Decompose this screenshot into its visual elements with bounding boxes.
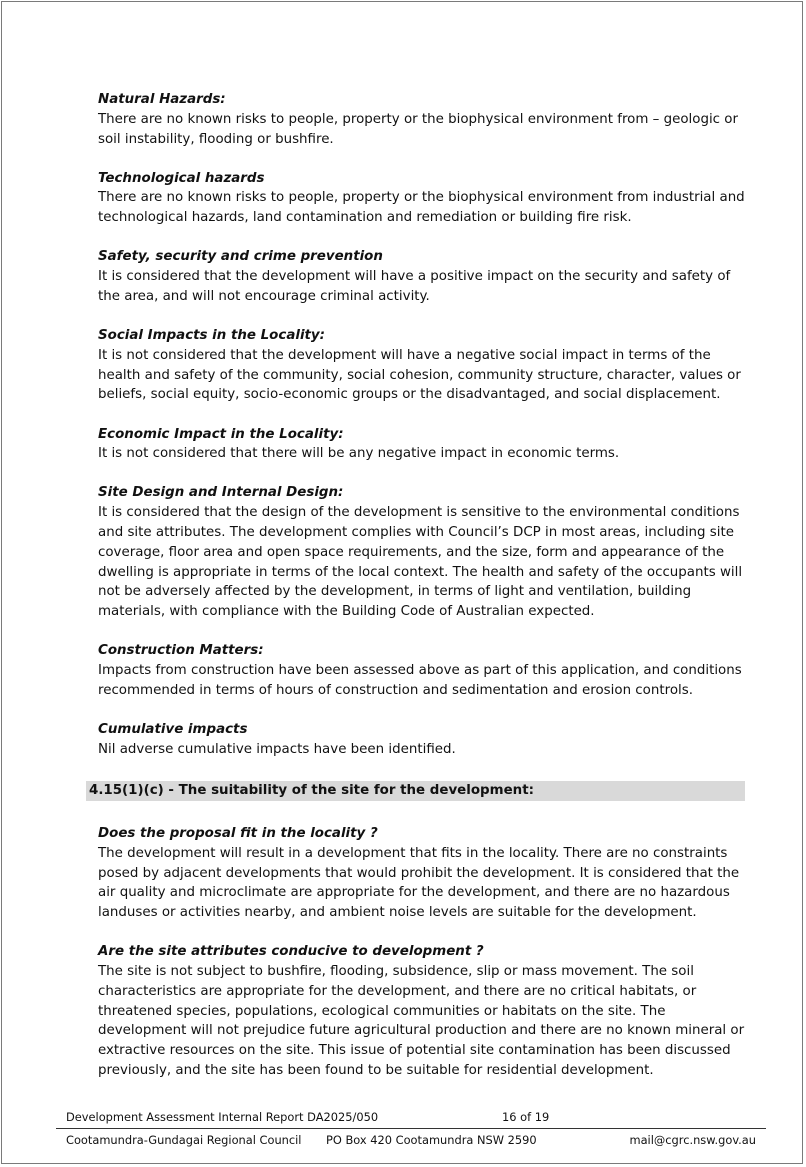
- section-heading: Site Design and Internal Design:: [98, 485, 344, 501]
- section-technological-hazards: [98, 169, 748, 228]
- section-natural-hazards: [98, 90, 748, 149]
- footer-council-name: Cootamundra-Gundagai Regional Council: [66, 1133, 302, 1147]
- section-heading: Social Impacts in the Locality:: [98, 328, 326, 344]
- section-cumulative-impacts: [98, 720, 748, 760]
- footer-report-title: Development Assessment Internal Report DA2025/050: [66, 1110, 379, 1124]
- section-text: Impacts from construction have been assessed above as part of this application, and conditions recommended in terms of hours of construction and sedimentation and erosion controls.: [98, 663, 742, 698]
- section-text: There are no known risks to people, property or the biophysical environment from – geologic or soil instability, flooding or bushfire.: [98, 111, 738, 147]
- section-social-impacts: [98, 326, 748, 405]
- section-heading: Natural Hazards:: [98, 92, 226, 107]
- section-site-design: [98, 483, 748, 622]
- section-fit-locality: [98, 824, 748, 923]
- section-band-heading: [86, 781, 745, 801]
- section-text: The development will result in a development that fits in the locality. There are no constraints posed by adjacent developments that would prohibit the development. It is considered that the air quality and microclimate are appropriate for the development, and there are no hazardous landuses or activities nearby, and ambient noise levels are suitable for the development.: [98, 845, 740, 921]
- section-heading: Economic Impact in the Locality:: [98, 426, 344, 442]
- section-text: Nil adverse cumulative impacts have been identified.: [98, 741, 456, 757]
- section-text: There are no known risks to people, property or the biophysical environment from industrial and technological hazards, land contamination and remediation or building fire risk.: [98, 190, 745, 226]
- band-heading-text: 4.15(1)(c) - The suitability of the site for the development:: [89, 783, 534, 798]
- footer-page-number: 16 of 19: [502, 1110, 550, 1124]
- footer-address: PO Box 420 Cootamundra NSW 2590: [326, 1133, 537, 1147]
- suitability-sections: [98, 824, 748, 1100]
- section-heading: Safety, security and crime prevention: [98, 249, 383, 265]
- section-site-attributes: [98, 942, 748, 1081]
- section-heading: Technological hazards: [98, 170, 265, 186]
- section-construction-matters: [98, 641, 748, 700]
- footer-email: mail@cgrc.nsw.gov.au: [629, 1133, 756, 1147]
- section-text: It is not considered that there will be any negative impact in economic terms.: [98, 446, 620, 462]
- section-heading: Are the site attributes conducive to development ?: [98, 944, 484, 960]
- section-heading: Does the proposal fit in the locality ?: [98, 826, 378, 841]
- section-economic-impact: [98, 425, 748, 465]
- section-heading: Construction Matters:: [98, 643, 264, 659]
- section-text: It is considered that the design of the development is sensitive to the environmental conditions and site attributes. The development complies with Council’s DCP in most areas, including site coverage, floor area and open space requirements, and the size, form and appearance of the dwelling is appropriate in terms of the local context. The health and safety of the occupants will not be adversely affected by the development, in terms of light and ventilation, building materials, with compliance with the Building Code of Australian expected.: [98, 505, 743, 620]
- section-heading: Cumulative impacts: [98, 722, 248, 737]
- section-text: The site is not subject to bushfire, flooding, subsidence, slip or mass movement. The soil characteristics are appropriate for the development, and there are no critical habitats, or threatened species, populations, ecological communities or habitats on the site. The development will not prejudice future agricultural production and there are no known mineral or extractive resources on the site. This issue of potential site contamination has been discussed previously, and the site has been found to be suitable for residential development.: [98, 964, 745, 1079]
- assessment-sections: [98, 90, 748, 779]
- section-safety-security: [98, 247, 748, 306]
- footer-divider: [56, 1128, 766, 1129]
- section-text: It is considered that the development will have a positive impact on the security and safety of the area, and will not encourage criminal activity.: [98, 269, 731, 304]
- section-text: It is not considered that the development will have a negative social impact in terms of the health and safety of the community, social cohesion, community structure, character, values or beliefs, social equity, socio-economic groups or the disadvantaged, and social displacement.: [98, 347, 741, 403]
